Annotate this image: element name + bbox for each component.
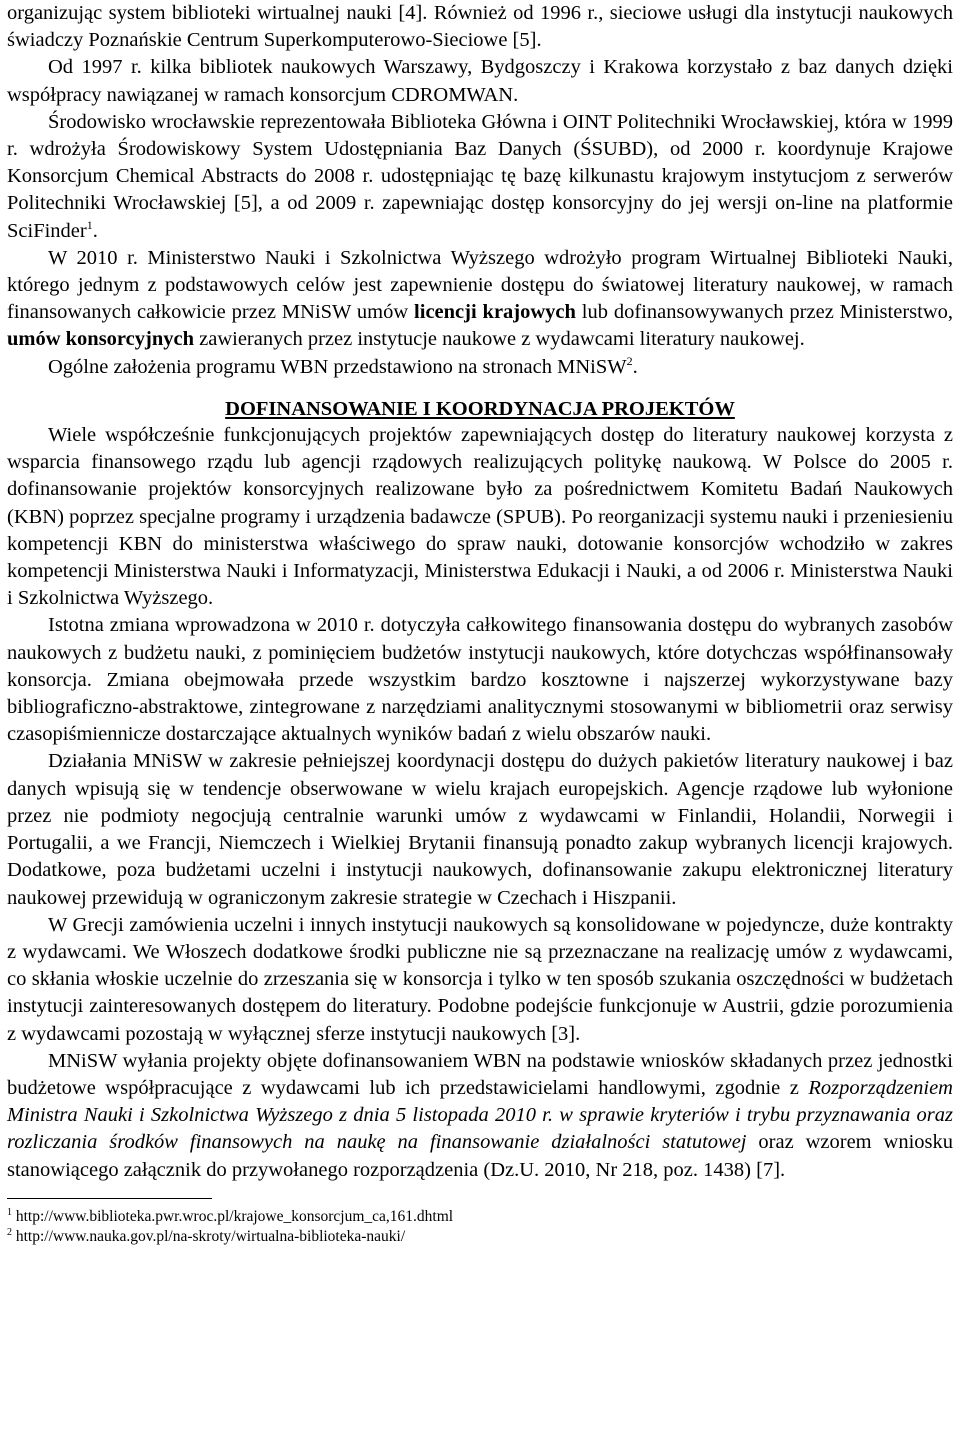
paragraph-5-end: . xyxy=(632,355,638,378)
paragraph-10-text-a: MNiSW wyłania projekty objęte dofinansowaniem WBN na podstawie wniosków składanych przez jednostki budżetowe współpracujące z wydawcami lub ich przedstawicielami handlowymi, zgodnie z xyxy=(7,1049,953,1099)
paragraph-5 xyxy=(7,354,953,381)
paragraph-9-text: W Grecji zamówienia uczelni i innych instytucji naukowych są konsolidowane w pojedyncze, duże kontrakty z wydawcami. We Włoszech dodatkowe środki publiczne nie są przeznaczane na realizację umów z wydawcami, co skłania włoskie uczelnie do zrzeszania się w konsorcja i tylko w ten sposób szukania oszczędności w budżetach instytucji zainteresowanych dostępem do literatury. Podobne podejście funkcjonuje w Austrii, gdzie porozumienia z wydawcami pozostają w wyłącznej sferze instytucji naukowych [3]. xyxy=(7,913,953,1045)
paragraph-4-text-a: W 2010 r. Ministerstwo Nauki i Szkolnictwa Wyższego wdrożyło program Wirtualnej Biblioteki Nauki, którego jednym z podstawowych celów jest zapewnienie dostępu do światowej literatury naukowej, w ramach finansowanych całkowicie przez MNiSW umów xyxy=(7,246,953,324)
paragraph-7-text: Istotna zmiana wprowadzona w 2010 r. dotyczyła całkowitego finansowania dostępu do wybranych zasobów naukowych z budżetu nauki, z pominięciem budżetów instytucji naukowych, które dotychczas współfinansowały konsorcja. Zmiana obejmowała przede wszystkim bardzo kosztowne i najszerzej wykorzystywane bazy bibliograficzno-abstraktowe, zintegrowane z narzędziami analitycznymi stosowanymi w bibliometrii oraz serwisy czasopiśmiennicze dostarczające aktualnych wyników badań z wielu obszarów nauki. xyxy=(7,614,953,746)
footnote-1-link[interactable]: http://www.biblioteka.pwr.wroc.pl/krajowe_konsorcjum_ca,161.dhtml xyxy=(12,1207,454,1225)
paragraph-4 xyxy=(7,245,953,354)
paragraph-10 xyxy=(7,1048,953,1184)
paragraph-7 xyxy=(7,612,953,748)
paragraph-1-text: organizując system biblioteki wirtualnej nauki [4]. Również od 1996 r., sieciowe usługi dla instytucji naukowych świadczy Poznańskie Centrum Superkomputerowo-Sieciowe [5]. xyxy=(7,2,953,52)
footnote-1-mark: 1 xyxy=(7,1206,12,1218)
paragraph-6 xyxy=(7,422,953,612)
paragraph-4-text-b: lub dofinansowywanych przez Ministerstwo, xyxy=(575,301,953,324)
footnote-2 xyxy=(7,1227,953,1247)
paragraph-9 xyxy=(7,912,953,1048)
paragraph-10-italic-regulation: Rozporządzeniem Ministra Nauki i Szkolnictwa Wyższego z dnia 5 listopada 2010 r. w sprawie kryteriów i trybu przyznawania oraz rozliczania środków finansowych na naukę na finansowanie działalności statutowej xyxy=(7,1076,953,1154)
paragraph-5-text: Ogólne założenia programu WBN przedstawiono na stronach MNiSW xyxy=(48,355,627,378)
document-page xyxy=(7,0,953,1247)
paragraph-4-text-c: zawieranych przez instytucje naukowe z wydawcami literatury naukowej. xyxy=(194,328,805,351)
footnote-2-mark: 2 xyxy=(7,1226,12,1238)
paragraph-4-bold-licenses: licencji krajowych xyxy=(414,301,576,324)
paragraph-2 xyxy=(7,54,953,108)
paragraph-8 xyxy=(7,748,953,911)
section-heading: DOFINANSOWANIE I KOORDYNACJA PROJEKTÓW xyxy=(225,397,735,420)
paragraph-6-text: Wiele współcześnie funkcjonujących projektów zapewniających dostęp do literatury naukowej korzysta z wsparcia finansowego rządu lub agencji rządowych realizujących politykę naukową. W Polsce do 2005 r. dofinansowanie projektów konsorcyjnych realizowane było za pośrednictwem Komitetu Badań Naukowych (KBN) poprzez specjalne programy i urządzenia badawcze (SPUB). Po reorganizacji systemu nauki i przeniesieniu kompetencji KBN do ministerstwa właściwego do spraw nauki, dotowanie konsorcjów wchodziło w zakres kompetencji Ministerstwa Nauki i Informatyzacji, Ministerstwa Edukacji i Nauki, a od 2006 r. Ministerstwa Nauki i Szkolnictwa Wyższego. xyxy=(7,424,953,610)
paragraph-3-text: Środowisko wrocławskie reprezentowała Biblioteka Główna i OINT Politechniki Wrocławskiej, która w 1999 r. wdrożyła Środowiskowy System Udostępniania Baz Danych (ŚSUBD), od 2000 r. koordynuje Krajowe Konsorcjum Chemical Abstracts do 2008 r. udostępniając tę bazę kilkunastu krajowym instytucjom z serwerów Politechniki Wrocławskiej [5], a od 2009 r. zapewniając dostęp konsorcyjny do jej wersji on-line na platformie SciFinder xyxy=(7,110,953,242)
footnote-2-link[interactable]: http://www.nauka.gov.pl/na-skroty/wirtualna-biblioteka-nauki/ xyxy=(12,1227,406,1245)
paragraph-3 xyxy=(7,109,953,245)
paragraph-2-text: Od 1997 r. kilka bibliotek naukowych Warszawy, Bydgoszczy i Krakowa korzystało z baz danych dzięki współpracy nawiązanej w ramach konsorcjum CDROMWAN. xyxy=(7,56,953,106)
paragraph-10-text-b: oraz wzorem wniosku stanowiącego załącznik do przywołanego rozporządzenia (Dz.U. 2010, Nr 218, poz. 1438) [7]. xyxy=(7,1131,954,1181)
paragraph-3-end: . xyxy=(92,219,98,242)
paragraph-1 xyxy=(7,0,953,54)
paragraph-4-bold-consortia: umów konsorcyjnych xyxy=(7,328,194,351)
paragraph-8-text: Działania MNiSW w zakresie pełniejszej koordynacji dostępu do dużych pakietów literatury naukowej i baz danych wpisują się w tendencje obserwowane w wielu krajach europejskich. Agencje rządowe lub wyłonione przez nie podmioty negocjują centralnie warunki umów z wydawcami w Finlandii, Holandii, Norwegii i Portugalii, a we Francji, Niemczech i Wielkiej Brytanii finansują ponadto zakup wybranych licencji krajowych. Dodatkowe, poza budżetami uczelni i instytucji naukowych, dofinansowanie zakupu elektronicznej literatury naukowej przewidują w ograniczonym zakresie strategie w Czechach i Hiszpanii. xyxy=(7,750,953,909)
footnote-1 xyxy=(7,1207,953,1227)
footnote-ref-1: 1 xyxy=(86,217,93,232)
footnote-ref-2: 2 xyxy=(626,353,633,368)
footnote-separator xyxy=(7,1198,212,1199)
